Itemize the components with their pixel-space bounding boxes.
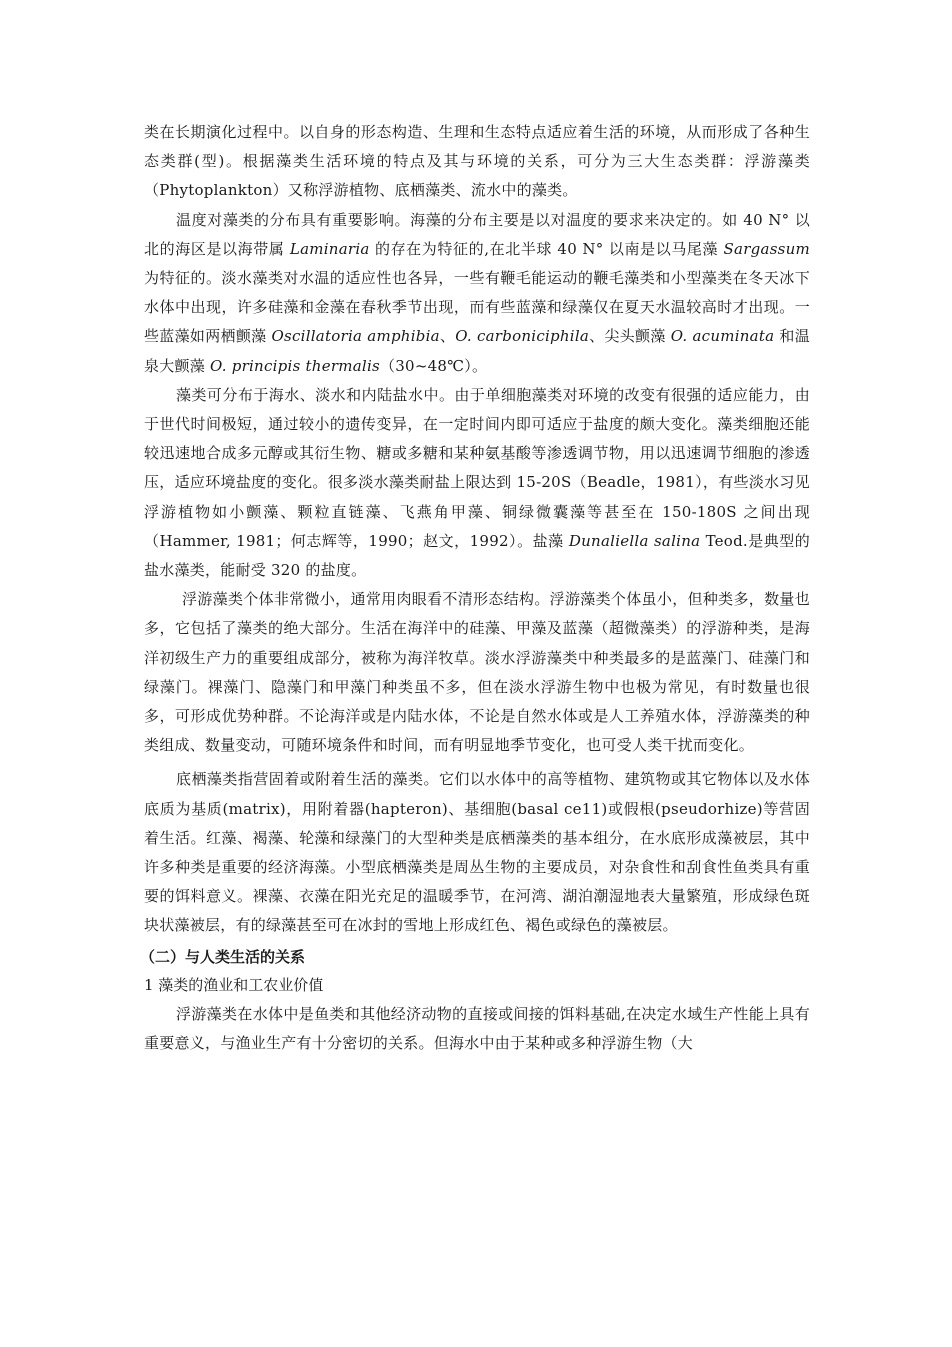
paragraph-temperature — [144, 206, 810, 381]
page-body — [140, 118, 810, 1059]
species-name: Laminaria — [289, 239, 370, 258]
subsection-heading: 1 藻类的渔业和工农业价值 — [144, 975, 324, 994]
section-heading: （二）与人类生活的关系 — [140, 947, 306, 966]
text-run: 、 — [439, 327, 456, 346]
text-run: 温度对藻类的分布具有重要影响。海藻的分布主要是以对温度的要求来决定的。如 40 N° 以北的海区是以海带属 — [144, 210, 810, 258]
species-name: O. acuminata — [670, 327, 775, 346]
text-run: 、尖头颤藻 — [589, 327, 671, 346]
paragraph-salinity — [144, 381, 810, 585]
text-run: 为特征的。淡水藻类对水温的适应性也各异，一些有鞭毛能运动的鞭毛藻类和小型藻类在冬天冰下水体中出现，许多硅藻和金藻在春秋季节出现，而有些蓝藻和绿藻仅在夏天水温较高时才出现。一些蓝藻如两栖颤藻 — [144, 269, 810, 346]
species-name: Oscillatoria amphibia — [271, 327, 440, 346]
paragraph-phytoplankton: 浮游藻类个体非常微小，通常用肉眼看不清形态结构。浮游藻类个体虽小，但种类多，数量也多，它包括了藻类的绝大部分。生活在海洋中的硅藻、甲藻及蓝藻（超微藻类）的浮游种类，是海洋初级生产力的重要组成部分，被称为海洋牧草。淡水浮游藻类中种类最多的是蓝藻门、硅藻门和绿藻门。裸藻门、隐藻门和甲藻门种类虽不多，但在淡水浮游生物中也极为常见，有时数量也很多，可形成优势种群。不论海洋或是内陆水体，不论是自然水体或是人工养殖水体，浮游藻类的种类组成、数量变动，可随环境条件和时间，而有明显地季节变化，也可受人类干扰而变化。 — [144, 590, 810, 755]
paragraph-ecological-groups: 类在长期演化过程中。以自身的形态构造、生理和生态特点适应着生活的环境，从而形成了各种生态类群(型)。根据藻类生活环境的特点及其与环境的关系，可分为三大生态类群：浮游藻类（Phytoplankton）又称浮游植物、底栖藻类、流水中的藻类。 — [144, 123, 810, 200]
text-run: 的存在为特征的,在北半球 40 N° 以南是以马尾藻 — [369, 239, 724, 258]
paragraph-fishery-value: 浮游藻类在水体中是鱼类和其他经济动物的直接或间接的饵料基础,在决定水域生产性能上具有重要意义，与渔业生产有十分密切的关系。但海水中由于某种或多种浮游生物（大 — [144, 1005, 810, 1053]
species-name: Sargassum — [723, 239, 810, 258]
text-run: 藻类可分布于海水、淡水和内陆盐水中。由于单细胞藻类对环境的改变有很强的适应能力，由于世代时间极短，通过较小的遗传变异，在一定时间内即可适应于盐度的颇大变化。藻类细胞还能较迅速地合成多元醇或其衍生物、糖或多糖和某种氨基酸等渗透调节物，用以迅速调节细胞的渗透压，适应环境盐度的变化。很多淡水藻类耐盐上限达到 15-20S（Beadle，1981），有些淡水习见浮游植物如小颤藻、颗粒直链藻、飞燕角甲藻、铜绿微囊藻等甚至在 150-180S 之间出现（Hammer, 1981；何志辉等，1990；赵文，1992）。盐藻 — [144, 385, 810, 550]
species-name: O. carboniciphila — [455, 327, 590, 346]
species-name: O. principis thermalis — [210, 356, 380, 375]
text-run: 和温泉大颤藻 — [144, 327, 810, 375]
text-run: Teod.是典型的盐水藻类，能耐受 320 的盐度。 — [144, 531, 810, 580]
species-name: Dunaliella salina — [568, 531, 701, 550]
text-run: （30~48℃）。 — [379, 356, 488, 375]
paragraph-benthic-algae: 底栖藻类指营固着或附着生活的藻类。它们以水体中的高等植物、建筑物或其它物体以及水体底质为基质(matrix)，用附着器(hapteron)、基细胞(basal ce11)或假根(pseudorhize)等营固着生活。红藻、褐藻、轮藻和绿藻门的大型种类是底栖藻类的基本组分，在水底形成藻被层，其中许多种类是重要的经济海藻。小型底栖藻类是周丛生物的主要成员，对杂食性和刮食性鱼类具有重要的饵料意义。裸藻、衣藻在阳光充足的温暖季节，在河湾、湖泊潮湿地表大量繁殖，形成绿色斑块状藻被层，有的绿藻甚至可在冰封的雪地上形成红色、褐色或绿色的藻被层。 — [144, 770, 810, 935]
